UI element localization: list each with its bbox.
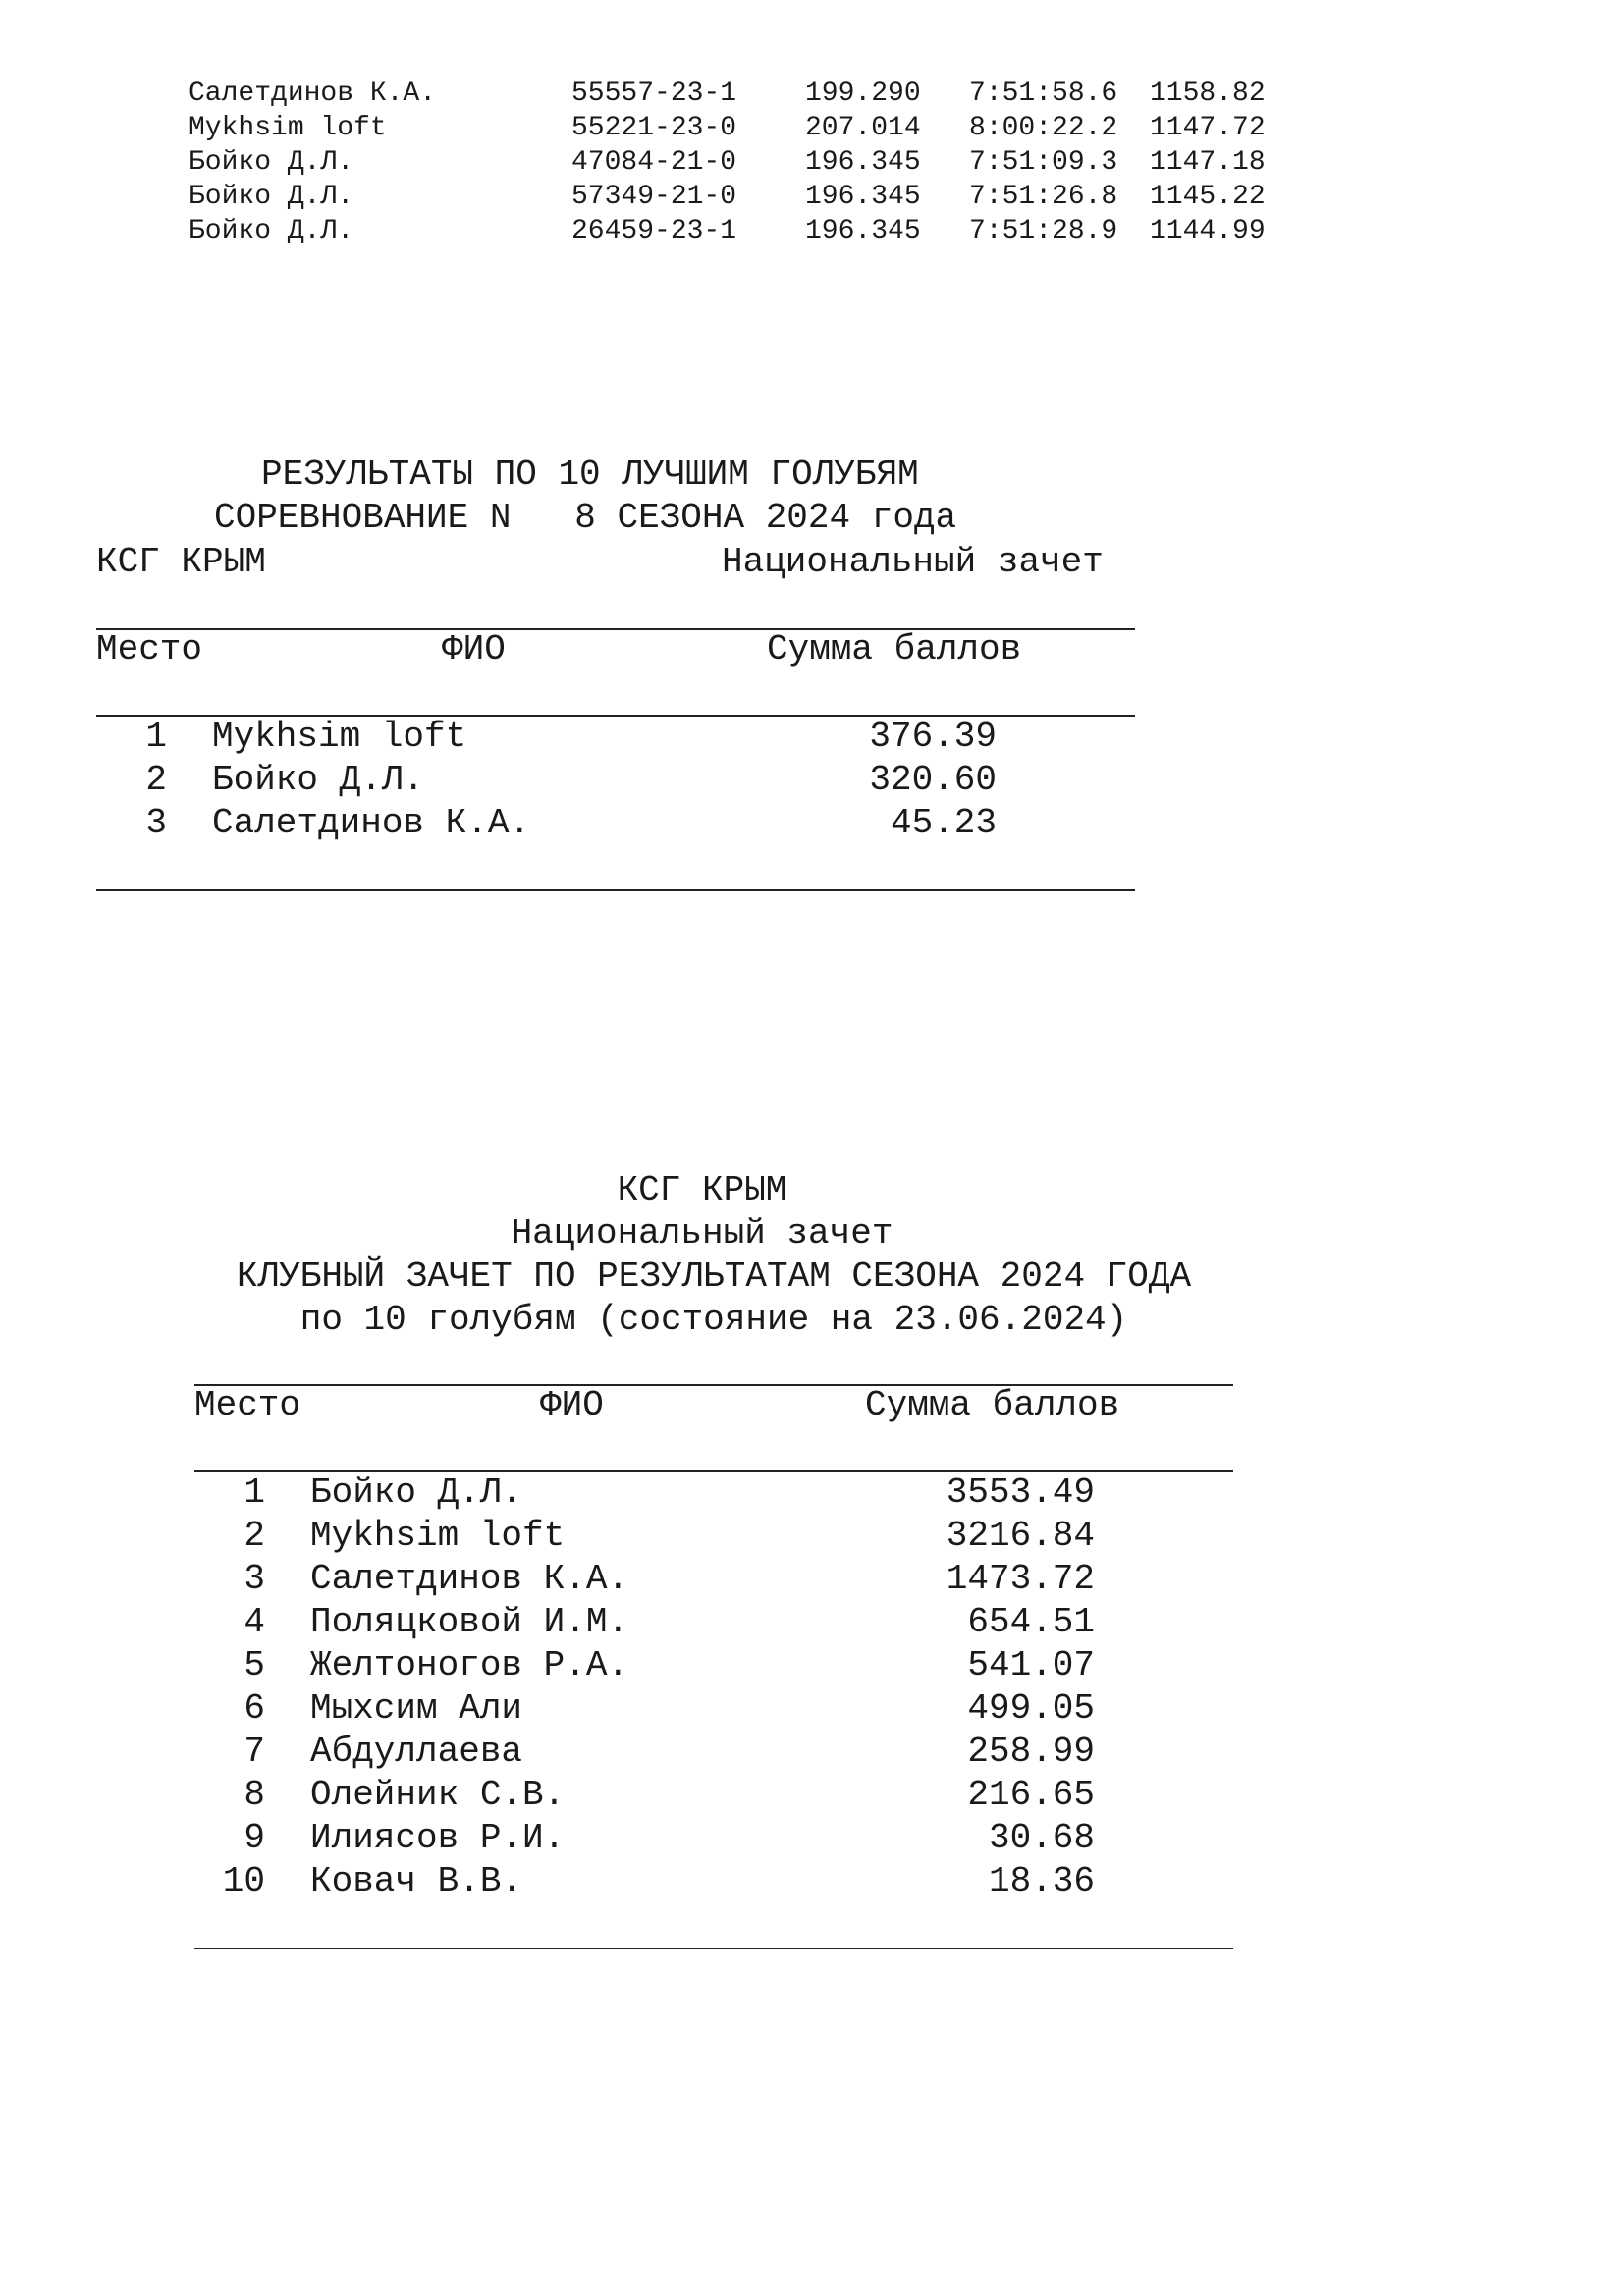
- entry-ring: 55557-23-1: [571, 79, 737, 109]
- row-place: 1: [145, 717, 167, 757]
- row-score: 499.05: [967, 1688, 1095, 1729]
- table-row: [0, 1860, 1624, 1903]
- row-name: Желтоногов Р.А.: [310, 1645, 629, 1685]
- entry-ring: 57349-21-0: [571, 182, 737, 212]
- row-place: 5: [244, 1645, 265, 1685]
- section1-subtitle: СОРЕВНОВАНИЕ N 8 СЕЗОНА 2024 года: [214, 498, 957, 538]
- table-rule: [194, 1948, 1233, 1949]
- entry-distance: 207.014: [805, 113, 921, 143]
- entry-distance: 199.290: [805, 79, 921, 109]
- row-name: Ковач В.В.: [310, 1861, 523, 1901]
- entry-points: 1147.18: [1150, 147, 1266, 178]
- row-score: 1473.72: [946, 1559, 1095, 1599]
- section2-subtitle: по 10 голубям (состояние на 23.06.2024): [299, 1300, 1128, 1340]
- row-name: Mykhsim loft: [310, 1516, 566, 1556]
- section1-category: Национальный зачет: [722, 542, 1104, 582]
- entry-ring: 55221-23-0: [571, 113, 737, 143]
- entry-ring: 26459-23-1: [571, 216, 737, 246]
- section2-title: КЛУБНЫЙ ЗАЧЕТ ПО РЕЗУЛЬТАТАМ СЕЗОНА 2024 ГОДА: [236, 1256, 1192, 1297]
- entry-name: Бойко Д.Л.: [189, 216, 354, 246]
- table-row: [0, 1644, 1624, 1687]
- entry-time: 7:51:28.9: [969, 216, 1118, 246]
- row-name: Бойко Д.Л.: [212, 760, 425, 800]
- row-place: 2: [145, 760, 167, 800]
- section2-org: КСГ КРЫМ: [617, 1170, 787, 1210]
- header-score: Сумма баллов: [865, 1385, 1120, 1425]
- entry-ring: 47084-21-0: [571, 147, 737, 178]
- header-name: ФИО: [442, 629, 506, 669]
- entry-points: 1147.72: [1150, 113, 1266, 143]
- row-name: Мыхсим Али: [310, 1688, 523, 1729]
- row-score: 45.23: [890, 803, 997, 843]
- entry-name: Салетдинов К.А.: [189, 79, 437, 109]
- table-row: [0, 1471, 1624, 1515]
- row-place: 3: [145, 803, 167, 843]
- top-entry-row: [0, 214, 1624, 454]
- row-score: 3216.84: [946, 1516, 1095, 1556]
- header-place: Место: [96, 629, 203, 669]
- table-row: [0, 1731, 1624, 1774]
- row-name: Поляцковой И.М.: [310, 1602, 629, 1642]
- row-place: 6: [244, 1688, 265, 1729]
- row-name: Олейник С.В.: [310, 1775, 566, 1815]
- entry-name: Mykhsim loft: [189, 113, 387, 143]
- entry-time: 7:51:58.6: [969, 79, 1118, 109]
- table-row: [0, 1774, 1624, 1817]
- table-header: [0, 1384, 1624, 1427]
- row-place: 3: [244, 1559, 265, 1599]
- entry-points: 1145.22: [1150, 182, 1266, 212]
- row-place: 7: [244, 1732, 265, 1772]
- row-name: Илиясов Р.И.: [310, 1818, 566, 1858]
- entry-points: 1158.82: [1150, 79, 1266, 109]
- row-score: 3553.49: [946, 1472, 1095, 1513]
- row-place: 2: [244, 1516, 265, 1556]
- entry-points: 1144.99: [1150, 216, 1266, 246]
- table-row: [0, 1687, 1624, 1731]
- row-name: Салетдинов К.А.: [310, 1559, 629, 1599]
- entry-name: Бойко Д.Л.: [189, 147, 354, 178]
- row-name: Салетдинов К.А.: [212, 803, 531, 843]
- header-score: Сумма баллов: [767, 629, 1022, 669]
- header-place: Место: [194, 1385, 301, 1425]
- row-score: 320.60: [869, 760, 997, 800]
- row-score: 541.07: [967, 1645, 1095, 1685]
- row-score: 18.36: [988, 1861, 1095, 1901]
- row-name: Абдуллаева: [310, 1732, 523, 1772]
- section2-category: Национальный зачет: [511, 1213, 893, 1254]
- table-header: [0, 628, 1624, 671]
- entry-time: 7:51:26.8: [969, 182, 1118, 212]
- row-place: 8: [244, 1775, 265, 1815]
- entry-distance: 196.345: [805, 182, 921, 212]
- entry-distance: 196.345: [805, 147, 921, 178]
- section1-title: РЕЗУЛЬТАТЫ ПО 10 ЛУЧШИМ ГОЛУБЯМ: [261, 454, 919, 495]
- row-score: 654.51: [967, 1602, 1095, 1642]
- entry-distance: 196.345: [805, 216, 921, 246]
- table-row: [0, 1558, 1624, 1601]
- header-name: ФИО: [540, 1385, 604, 1425]
- row-name: Бойко Д.Л.: [310, 1472, 523, 1513]
- table-row: [0, 1601, 1624, 1644]
- row-score: 258.99: [967, 1732, 1095, 1772]
- section1-org: КСГ КРЫМ: [96, 542, 266, 582]
- entry-time: 7:51:09.3: [969, 147, 1118, 178]
- row-score: 30.68: [988, 1818, 1095, 1858]
- table-row: [0, 802, 1624, 845]
- row-name: Mykhsim loft: [212, 717, 467, 757]
- row-place: 4: [244, 1602, 265, 1642]
- row-place: 10: [222, 1861, 265, 1901]
- table-row: [0, 1515, 1624, 1558]
- row-place: 1: [244, 1472, 265, 1513]
- row-score: 216.65: [967, 1775, 1095, 1815]
- row-place: 9: [244, 1818, 265, 1858]
- row-score: 376.39: [869, 717, 997, 757]
- table-row: [0, 1817, 1624, 1860]
- entry-time: 8:00:22.2: [969, 113, 1118, 143]
- table-rule: [96, 889, 1135, 891]
- table-row: [0, 716, 1624, 759]
- table-row: [0, 759, 1624, 802]
- entry-name: Бойко Д.Л.: [189, 182, 354, 212]
